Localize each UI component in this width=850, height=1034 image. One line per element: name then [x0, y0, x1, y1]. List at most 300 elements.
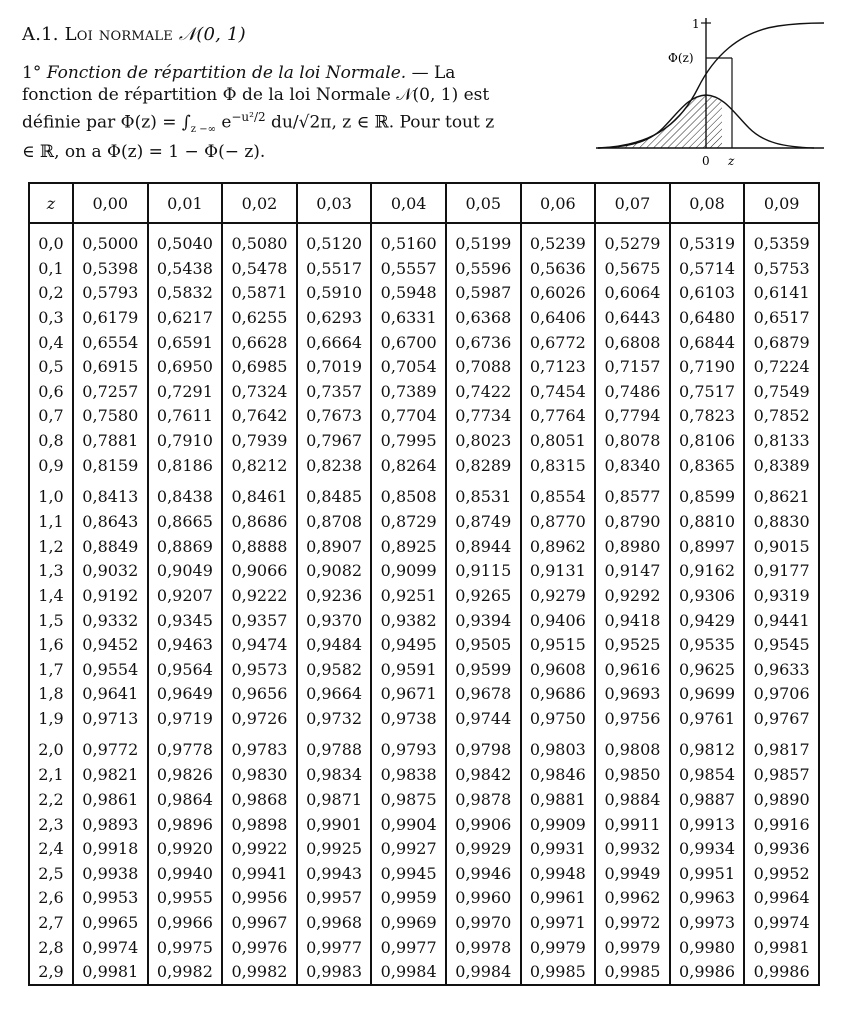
table-cell: 0,8830 [744, 509, 819, 534]
table-cell: 0,9940 [148, 861, 223, 886]
table-row [29, 379, 819, 404]
table-cell: 0,8186 [148, 453, 223, 478]
table-cell: 0,9495 [371, 632, 446, 657]
row-z-label: 2,6 [29, 886, 73, 911]
table-cell: 0,9959 [371, 886, 446, 911]
table-cell: 0,7642 [222, 404, 297, 429]
table-row [29, 281, 819, 306]
table-cell: 0,5832 [148, 281, 223, 306]
table-cell: 0,8849 [73, 534, 148, 559]
table-cell: 0,9981 [744, 935, 819, 960]
table-cell: 0,9887 [670, 787, 745, 812]
table-cell: 0,9956 [222, 886, 297, 911]
table-cell: 0,6554 [73, 330, 148, 355]
table-cell: 0,9406 [521, 608, 596, 633]
table-cell: 0,9983 [297, 959, 372, 985]
table-cell: 0,9192 [73, 583, 148, 608]
table-cell: 0,8907 [297, 534, 372, 559]
table-cell: 0,9975 [148, 935, 223, 960]
table-cell: 0,9951 [670, 861, 745, 886]
table-row [29, 632, 819, 657]
table-cell: 0,8554 [521, 477, 596, 509]
table-cell: 0,9162 [670, 559, 745, 584]
row-z-label: 1,4 [29, 583, 73, 608]
table-cell: 0,9265 [446, 583, 521, 608]
table-cell: 0,9922 [222, 836, 297, 861]
table-cell: 0,7190 [670, 354, 745, 379]
table-cell: 0,9857 [744, 763, 819, 788]
table-cell: 0,6772 [521, 330, 596, 355]
table-cell: 0,5279 [595, 223, 670, 256]
table-row [29, 404, 819, 429]
table-cell: 0,7580 [73, 404, 148, 429]
table-cell: 0,5910 [297, 281, 372, 306]
table-cell: 0,9960 [446, 886, 521, 911]
column-header: 0,05 [446, 183, 521, 223]
table-cell: 0,7764 [521, 404, 596, 429]
table-row [29, 910, 819, 935]
table-cell: 0,9686 [521, 682, 596, 707]
row-z-label: 0,9 [29, 453, 73, 478]
table-cell: 0,8708 [297, 509, 372, 534]
table-cell: 0,9649 [148, 682, 223, 707]
table-cell: 0,5793 [73, 281, 148, 306]
table-cell: 0,8577 [595, 477, 670, 509]
table-cell: 0,9946 [446, 861, 521, 886]
table-cell: 0,9979 [595, 935, 670, 960]
table-cell: 0,8340 [595, 453, 670, 478]
intro-int-limits: z −∞ [190, 124, 216, 136]
row-z-label: 2,2 [29, 787, 73, 812]
x-zero-label: 0 [702, 154, 710, 168]
table-cell: 0,5675 [595, 256, 670, 281]
table-cell: 0,9972 [595, 910, 670, 935]
table-cell: 0,9394 [446, 608, 521, 633]
table-cell: 0,9981 [73, 959, 148, 985]
table-cell: 0,7967 [297, 428, 372, 453]
table-cell: 0,7088 [446, 354, 521, 379]
table-cell: 0,9925 [297, 836, 372, 861]
table-row [29, 886, 819, 911]
table-cell: 0,9719 [148, 706, 223, 731]
table-row [29, 812, 819, 837]
table-cell: 0,9962 [595, 886, 670, 911]
table-row [29, 534, 819, 559]
table-cell: 0,6331 [371, 305, 446, 330]
table-cell: 0,9906 [446, 812, 521, 837]
table-row [29, 453, 819, 478]
table-row [29, 861, 819, 886]
table-cell: 0,9965 [73, 910, 148, 935]
table-cell: 0,7291 [148, 379, 223, 404]
phi-label: Φ(z) [668, 51, 694, 65]
table-cell: 0,5160 [371, 223, 446, 256]
table-cell: 0,9236 [297, 583, 372, 608]
table-cell: 0,9898 [222, 812, 297, 837]
table-row [29, 657, 819, 682]
intro-text-1: La fonction de répartition Φ de la loi Normale 𝒩(0, 1) est définie par Φ(z) = ∫ [22, 63, 490, 133]
table-cell: 0,9251 [371, 583, 446, 608]
table-cell: 0,9798 [446, 731, 521, 763]
table-row [29, 682, 819, 707]
table-cell: 0,8980 [595, 534, 670, 559]
table-cell: 0,7611 [148, 404, 223, 429]
table-cell: 0,8944 [446, 534, 521, 559]
table-cell: 0,7257 [73, 379, 148, 404]
table-cell: 0,9973 [670, 910, 745, 935]
y-top-label: 1 [692, 17, 700, 31]
row-z-label: 2,5 [29, 861, 73, 886]
table-cell: 0,9332 [73, 608, 148, 633]
table-cell: 0,9664 [297, 682, 372, 707]
table-cell: 0,9932 [595, 836, 670, 861]
table-cell: 0,9357 [222, 608, 297, 633]
table-cell: 0,9901 [297, 812, 372, 837]
table-cell: 0,9279 [521, 583, 596, 608]
table-cell: 0,8365 [670, 453, 745, 478]
table-row [29, 608, 819, 633]
table-cell: 0,9977 [371, 935, 446, 960]
table-cell: 0,6255 [222, 305, 297, 330]
table-cell: 0,9916 [744, 812, 819, 837]
table-cell: 0,8289 [446, 453, 521, 478]
table-cell: 0,9941 [222, 861, 297, 886]
table-cell: 0,6664 [297, 330, 372, 355]
normal-distribution-table [28, 182, 820, 986]
column-header: 0,02 [222, 183, 297, 223]
table-cell: 0,5319 [670, 223, 745, 256]
table-cell: 0,9633 [744, 657, 819, 682]
table-cell: 0,9893 [73, 812, 148, 837]
table-cell: 0,7486 [595, 379, 670, 404]
section-label: Loi normale [64, 24, 173, 45]
table-cell: 0,9896 [148, 812, 223, 837]
table-cell: 0,8315 [521, 453, 596, 478]
table-cell: 0,8413 [73, 477, 148, 509]
table-cell: 0,9564 [148, 657, 223, 682]
table-cell: 0,6103 [670, 281, 745, 306]
table-cell: 0,9554 [73, 657, 148, 682]
table-row [29, 935, 819, 960]
row-z-label: 0,6 [29, 379, 73, 404]
x-z-label: z [728, 154, 735, 168]
table-cell: 0,9985 [595, 959, 670, 985]
table-cell: 0,9793 [371, 731, 446, 763]
table-cell: 0,9452 [73, 632, 148, 657]
table-cell: 0,9207 [148, 583, 223, 608]
table-cell: 0,9713 [73, 706, 148, 731]
table-cell: 0,8438 [148, 477, 223, 509]
table-cell: 0,6591 [148, 330, 223, 355]
table-row [29, 428, 819, 453]
table-cell: 0,5000 [73, 223, 148, 256]
table-cell: 0,9986 [670, 959, 745, 985]
table-body [29, 223, 819, 985]
intro-paragraph [22, 62, 500, 163]
table-cell: 0,9911 [595, 812, 670, 837]
row-z-label: 2,7 [29, 910, 73, 935]
table-cell: 0,5239 [521, 223, 596, 256]
table-cell: 0,9904 [371, 812, 446, 837]
intro-dash: — [406, 63, 435, 83]
table-cell: 0,9986 [744, 959, 819, 985]
table-header-row [29, 183, 819, 223]
table-cell: 0,9948 [521, 861, 596, 886]
table-cell: 0,5557 [371, 256, 446, 281]
table-cell: 0,8508 [371, 477, 446, 509]
table-cell: 0,9968 [297, 910, 372, 935]
section-number: A.1. [22, 24, 59, 45]
table-cell: 0,9875 [371, 787, 446, 812]
table-cell: 0,9842 [446, 763, 521, 788]
table-cell: 0,8962 [521, 534, 596, 559]
column-header: 0,06 [521, 183, 596, 223]
table-cell: 0,9979 [521, 935, 596, 960]
table-cell: 0,9977 [297, 935, 372, 960]
table-cell: 0,9573 [222, 657, 297, 682]
row-z-label: 0,8 [29, 428, 73, 453]
table-cell: 0,9984 [446, 959, 521, 985]
table-cell: 0,9761 [670, 706, 745, 731]
table-cell: 0,7123 [521, 354, 596, 379]
table-cell: 0,9830 [222, 763, 297, 788]
table-cell: 0,9015 [744, 534, 819, 559]
table-cell: 0,5596 [446, 256, 521, 281]
table-cell: 0,9890 [744, 787, 819, 812]
table-cell: 0,9976 [222, 935, 297, 960]
table-cell: 0,6808 [595, 330, 670, 355]
table-cell: 0,7019 [297, 354, 372, 379]
table-cell: 0,5753 [744, 256, 819, 281]
table-cell: 0,9693 [595, 682, 670, 707]
table-cell: 0,9147 [595, 559, 670, 584]
table-cell: 0,8599 [670, 477, 745, 509]
table-cell: 0,7517 [670, 379, 745, 404]
table-cell: 0,9803 [521, 731, 596, 763]
table-cell: 0,5199 [446, 223, 521, 256]
table-cell: 0,9812 [670, 731, 745, 763]
table-cell: 0,6517 [744, 305, 819, 330]
table-cell: 0,8749 [446, 509, 521, 534]
table-row [29, 223, 819, 256]
row-z-label: 1,8 [29, 682, 73, 707]
table-cell: 0,9131 [521, 559, 596, 584]
table-cell: 0,9949 [595, 861, 670, 886]
table-cell: 0,8888 [222, 534, 297, 559]
table-cell: 0,9463 [148, 632, 223, 657]
table-cell: 0,6217 [148, 305, 223, 330]
table-cell: 0,9982 [222, 959, 297, 985]
table-cell: 0,9744 [446, 706, 521, 731]
table-row [29, 836, 819, 861]
table-cell: 0,9699 [670, 682, 745, 707]
section-title [22, 24, 246, 45]
table-cell: 0,9938 [73, 861, 148, 886]
table-cell: 0,9656 [222, 682, 297, 707]
table-cell: 0,9783 [222, 731, 297, 763]
table-cell: 0,8264 [371, 453, 446, 478]
table-cell: 0,9838 [371, 763, 446, 788]
table-cell: 0,9292 [595, 583, 670, 608]
column-header: 0,07 [595, 183, 670, 223]
table-cell: 0,5987 [446, 281, 521, 306]
table-cell: 0,7157 [595, 354, 670, 379]
table-cell: 0,6368 [446, 305, 521, 330]
table-cell: 0,9370 [297, 608, 372, 633]
table-cell: 0,9821 [73, 763, 148, 788]
table-cell: 0,5120 [297, 223, 372, 256]
table-row [29, 305, 819, 330]
table-cell: 0,6480 [670, 305, 745, 330]
table-cell: 0,9834 [297, 763, 372, 788]
table-row [29, 763, 819, 788]
table-cell: 0,9738 [371, 706, 446, 731]
table-cell: 0,9936 [744, 836, 819, 861]
table-cell: 0,9641 [73, 682, 148, 707]
table-cell: 0,9966 [148, 910, 223, 935]
table-cell: 0,8238 [297, 453, 372, 478]
row-z-label: 1,6 [29, 632, 73, 657]
table-cell: 0,9319 [744, 583, 819, 608]
normal-table-wrapper [28, 182, 820, 986]
table-cell: 0,8106 [670, 428, 745, 453]
row-z-label: 0,1 [29, 256, 73, 281]
table-cell: 0,9505 [446, 632, 521, 657]
table-cell: 0,9861 [73, 787, 148, 812]
table-cell: 0,9969 [371, 910, 446, 935]
table-cell: 0,5478 [222, 256, 297, 281]
table-cell: 0,6026 [521, 281, 596, 306]
table-cell: 0,8686 [222, 509, 297, 534]
table-cell: 0,9515 [521, 632, 596, 657]
table-cell: 0,7357 [297, 379, 372, 404]
table-cell: 0,5398 [73, 256, 148, 281]
table-cell: 0,6064 [595, 281, 670, 306]
table-cell: 0,6700 [371, 330, 446, 355]
table-cell: 0,8621 [744, 477, 819, 509]
table-row [29, 706, 819, 731]
table-cell: 0,9953 [73, 886, 148, 911]
table-cell: 0,7794 [595, 404, 670, 429]
cdf-pdf-plot [588, 8, 836, 178]
row-z-label: 2,4 [29, 836, 73, 861]
row-z-label: 0,4 [29, 330, 73, 355]
table-cell: 0,9345 [148, 608, 223, 633]
row-z-label: 1,3 [29, 559, 73, 584]
table-cell: 0,9931 [521, 836, 596, 861]
table-cell: 0,9864 [148, 787, 223, 812]
row-z-label: 0,5 [29, 354, 73, 379]
table-cell: 0,9955 [148, 886, 223, 911]
table-cell: 0,9918 [73, 836, 148, 861]
table-cell: 0,9772 [73, 731, 148, 763]
table-cell: 0,8051 [521, 428, 596, 453]
row-z-label: 1,7 [29, 657, 73, 682]
table-cell: 0,5040 [148, 223, 223, 256]
table-cell: 0,7389 [371, 379, 446, 404]
table-cell: 0,5438 [148, 256, 223, 281]
table-cell: 0,9115 [446, 559, 521, 584]
table-cell: 0,9082 [297, 559, 372, 584]
table-cell: 0,6406 [521, 305, 596, 330]
table-cell: 0,9957 [297, 886, 372, 911]
table-cell: 0,9066 [222, 559, 297, 584]
table-cell: 0,9850 [595, 763, 670, 788]
table-cell: 0,9854 [670, 763, 745, 788]
table-cell: 0,9032 [73, 559, 148, 584]
table-cell: 0,9591 [371, 657, 446, 682]
column-header: 0,01 [148, 183, 223, 223]
table-row [29, 354, 819, 379]
column-header: 0,03 [297, 183, 372, 223]
table-cell: 0,8770 [521, 509, 596, 534]
table-cell: 0,9967 [222, 910, 297, 935]
table-cell: 0,9750 [521, 706, 596, 731]
table-cell: 0,5636 [521, 256, 596, 281]
table-cell: 0,9846 [521, 763, 596, 788]
table-cell: 0,6141 [744, 281, 819, 306]
table-cell: 0,7673 [297, 404, 372, 429]
table-row [29, 583, 819, 608]
table-cell: 0,9382 [371, 608, 446, 633]
table-cell: 0,7704 [371, 404, 446, 429]
table-cell: 0,6736 [446, 330, 521, 355]
table-cell: 0,9625 [670, 657, 745, 682]
table-cell: 0,9767 [744, 706, 819, 731]
table-cell: 0,9985 [521, 959, 596, 985]
table-row [29, 256, 819, 281]
table-cell: 0,9974 [73, 935, 148, 960]
table-cell: 0,9525 [595, 632, 670, 657]
table-cell: 0,9868 [222, 787, 297, 812]
table-cell: 0,9943 [297, 861, 372, 886]
table-cell: 0,5948 [371, 281, 446, 306]
table-cell: 0,5714 [670, 256, 745, 281]
table-cell: 0,8461 [222, 477, 297, 509]
table-cell: 0,8790 [595, 509, 670, 534]
table-cell: 0,6950 [148, 354, 223, 379]
table-cell: 0,8643 [73, 509, 148, 534]
row-z-label: 0,2 [29, 281, 73, 306]
table-cell: 0,6443 [595, 305, 670, 330]
table-cell: 0,8023 [446, 428, 521, 453]
table-cell: 0,8159 [73, 453, 148, 478]
intro-text-3: du/√2π, z ∈ ℝ. Pour tout z ∈ ℝ, on a Φ(z) = 1 − Φ(− z). [22, 112, 495, 163]
table-cell: 0,8133 [744, 428, 819, 453]
table-row [29, 477, 819, 509]
table-row [29, 330, 819, 355]
table-cell: 0,9608 [521, 657, 596, 682]
column-header: 0,08 [670, 183, 745, 223]
row-z-label: 1,0 [29, 477, 73, 509]
intro-text-2: e [221, 112, 232, 133]
row-z-label: 2,9 [29, 959, 73, 985]
table-cell: 0,9429 [670, 608, 745, 633]
column-header: 0,00 [73, 183, 148, 223]
table-cell: 0,9582 [297, 657, 372, 682]
table-cell: 0,9788 [297, 731, 372, 763]
table-cell: 0,8665 [148, 509, 223, 534]
corner-header: z [29, 183, 73, 223]
table-cell: 0,9952 [744, 861, 819, 886]
table-cell: 0,9934 [670, 836, 745, 861]
table-cell: 0,9984 [371, 959, 446, 985]
table-cell: 0,7734 [446, 404, 521, 429]
column-header: 0,09 [744, 183, 819, 223]
table-cell: 0,7852 [744, 404, 819, 429]
intro-number: 1° [22, 63, 42, 83]
table-cell: 0,9599 [446, 657, 521, 682]
